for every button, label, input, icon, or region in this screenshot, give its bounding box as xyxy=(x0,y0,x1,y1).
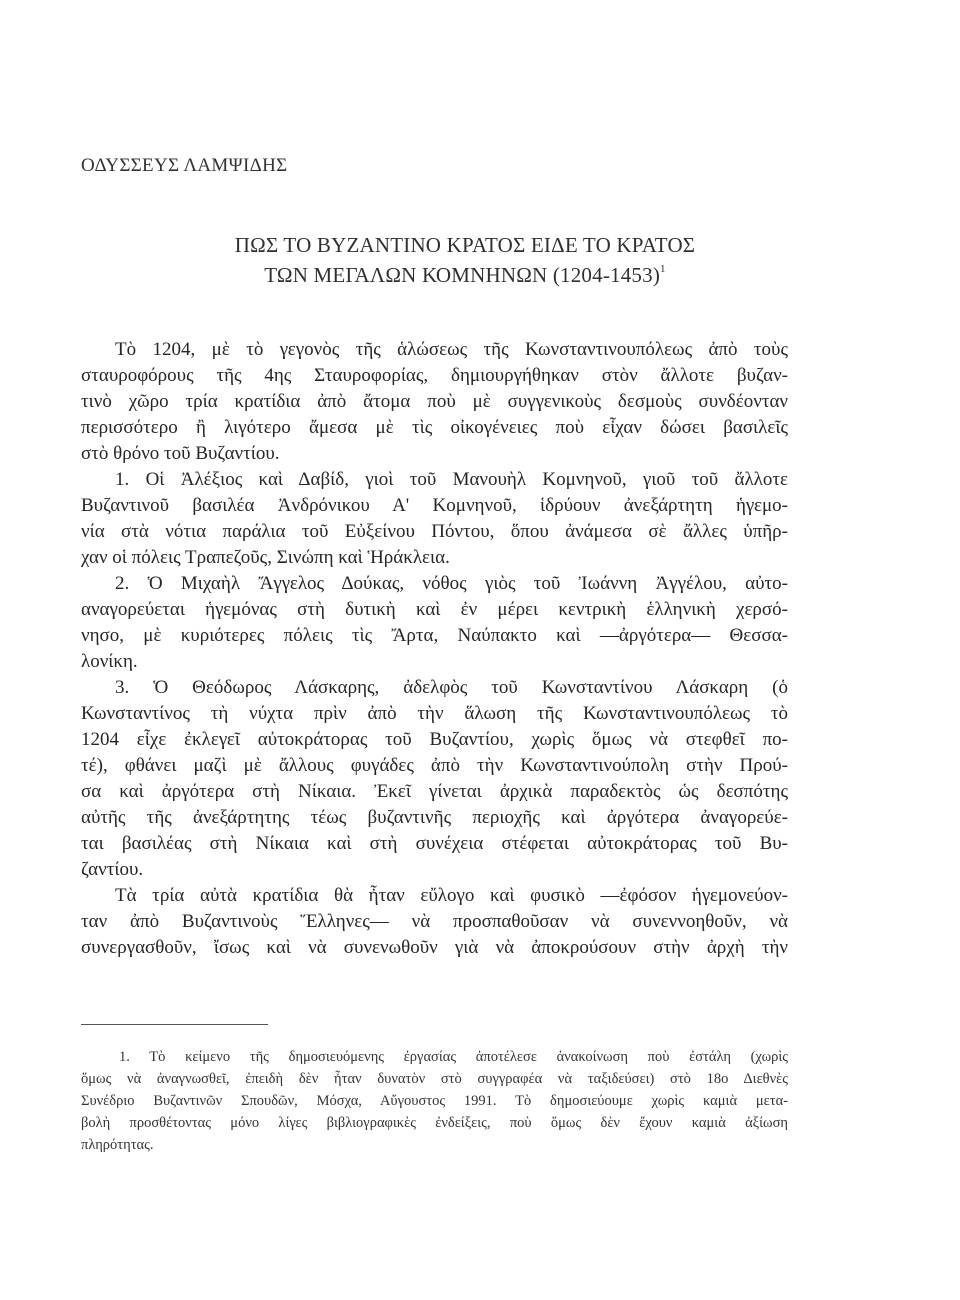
footnote-line: πληρότητας. xyxy=(81,1137,154,1153)
body-line: Κωνσταντίνος τὴ νύχτα πρὶν ἀπὸ τὴν ἅλωση τῆς Κωνσταντινουπόλεως τὸ xyxy=(81,703,788,724)
footnote-line: βολὴ προσθέτοντας μόνο λίγες βιβλιογραφικὲς ἐνδείξεις, ποὺ ὅμως δὲν ἔχουν καμιὰ ἀξίωση xyxy=(81,1115,788,1131)
title-footnote-mark: 1 xyxy=(660,263,666,275)
body-line: ζαντίου. xyxy=(81,859,144,880)
body-line: τέ), φθάνει μαζὶ μὲ ἄλλους φυγάδες ἀπὸ τὴν Κωνσταντινούπολη στὴν Πρού- xyxy=(81,755,788,776)
body-line: αναγορεύεται ἡγεμόνας στὴ δυτικὴ καὶ ἐν μέρει κεντρικὴ ἑλληνικὴ χερσό- xyxy=(81,599,788,620)
body-line: νησο, μὲ κυριότερες πόλεις τὶς Ἄρτα, Ναύπακτο καὶ —ἀργότερα— Θεσσα- xyxy=(81,625,788,646)
body-line: Τὸ 1204, μὲ τὸ γεγονὸς τῆς ἁλώσεως τῆς Κωνσταντινουπόλεως ἀπὸ τοὺς xyxy=(115,339,788,360)
article-title-line-2 xyxy=(0,263,945,288)
footnote-line: Συνέδριο Βυζαντινῶν Σπουδῶν, Μόσχα, Αὔγουστος 1991. Τὸ δημοσιεύουμε χωρὶς καμιὰ μετα- xyxy=(81,1093,788,1109)
body-line: Τὰ τρία αὐτὰ κρατίδια θὰ ἦταν εὔλογο καὶ φυσικὸ —ἐφόσον ἡγεμονεύον- xyxy=(115,885,788,906)
body-line: Βυζαντινοῦ βασιλέα Ἀνδρόνικου Α' Κομνηνοῦ, ἱδρύουν ἀνεξάρτητη ἡγεμο- xyxy=(81,495,788,516)
article-title-line-1: ΠΩΣ ΤΟ ΒΥΖΑΝΤΙΝΟ ΚΡΑΤΟΣ ΕΙΔΕ ΤΟ ΚΡΑΤΟΣ xyxy=(234,233,696,257)
body-line: 3. Ὁ Θεόδωρος Λάσκαρης, ἀδελφὸς τοῦ Κωνσταντίνου Λάσκαρη (ὁ xyxy=(115,677,788,698)
author-name: ΟΔΥΣΣΕΥΣ ΛΑΜΨΙΔΗΣ xyxy=(81,155,288,176)
body-line: τινὸ χῶρο τρία κρατίδια ἀπὸ ἄτομα ποὺ μὲ συγγενικοὺς δεσμοὺς συνδέονταν xyxy=(81,391,788,412)
body-line: σταυροφόρους τῆς 4ης Σταυροφορίας, δημιουργήθηκαν στὸν ἄλλοτε βυζαν- xyxy=(81,365,788,386)
footnote-line: 1. Τὸ κείμενο τῆς δημοσιευόμενης ἐργασίας ἀποτέλεσε ἀνακοίνωση ποὺ ἐστάλη (χωρὶς xyxy=(119,1049,788,1065)
body-line: περισσότερο ἢ λιγότερο ἄμεσα μὲ τὶς οἰκογένειες ποὺ εἶχαν δώσει βασιλεῖς xyxy=(81,417,788,438)
body-line: 1204 εἶχε ἐκλεγεῖ αὐτοκράτορας τοῦ Βυζαντίου, χωρὶς ὅμως νὰ στεφθεῖ πο- xyxy=(81,729,788,750)
footnote-separator xyxy=(81,1024,268,1025)
body-line: 2. Ὁ Μιχαὴλ Ἄγγελος Δούκας, νόθος γιὸς τοῦ Ἰωάννη Ἀγγέλου, αὐτο- xyxy=(115,573,788,594)
body-line: χαν οἱ πόλεις Τραπεζοῦς, Σινώπη καὶ Ἡράκλεια. xyxy=(81,547,450,568)
body-line: συνεργασθοῦν, ἴσως καὶ νὰ συνενωθοῦν γιὰ νὰ ἀποκρούσουν στὴν ἀρχὴ τὴν xyxy=(81,937,788,958)
body-line: αὐτῆς τῆς ἀνεξάρτητης τέως βυζαντινῆς περιοχῆς καὶ ἀργότερα ἀναγορεύε- xyxy=(81,807,788,828)
body-line: ταν ἀπὸ Βυζαντινοὺς Ἕλληνες— νὰ προσπαθοῦσαν νὰ συνεννοηθοῦν, νὰ xyxy=(81,911,788,932)
body-line: σα καὶ ἀργότερα στὴ Νίκαια. Ἐκεῖ γίνεται ἀρχικὰ παραδεκτὸς ὡς δεσπότης xyxy=(81,781,788,802)
body-line: στὸ θρόνο τοῦ Βυζαντίου. xyxy=(81,443,280,464)
footnote-line: ὅμως νὰ ἀναγνωσθεῖ, ἐπειδὴ δὲν ἦταν δυνατὸν στὸ συγγραφέα νὰ ταξιδεύσει) στὸ 18ο Διεθνὲς xyxy=(81,1071,788,1087)
body-line: λονίκη. xyxy=(81,651,138,672)
body-line: ται βασιλέας στὴ Νίκαια καὶ στὴ συνέχεια στέφεται αὐτοκράτορας τοῦ Βυ- xyxy=(81,833,788,854)
body-line: νία στὰ νότια παράλια τοῦ Εὐξείνου Πόντου, ὅπου ἀνάμεσα σὲ ἄλλες ὑπῆρ- xyxy=(81,521,788,542)
body-line: 1. Οἱ Ἀλέξιος καὶ Δαβίδ, γιοὶ τοῦ Μανουὴλ Κομνηνοῦ, γιοῦ τοῦ ἄλλοτε xyxy=(115,469,788,490)
article-title-line-2-text: ΤΩΝ ΜΕΓΑΛΩΝ ΚΟΜΝΗΝΩΝ (1204-1453) xyxy=(264,263,661,287)
